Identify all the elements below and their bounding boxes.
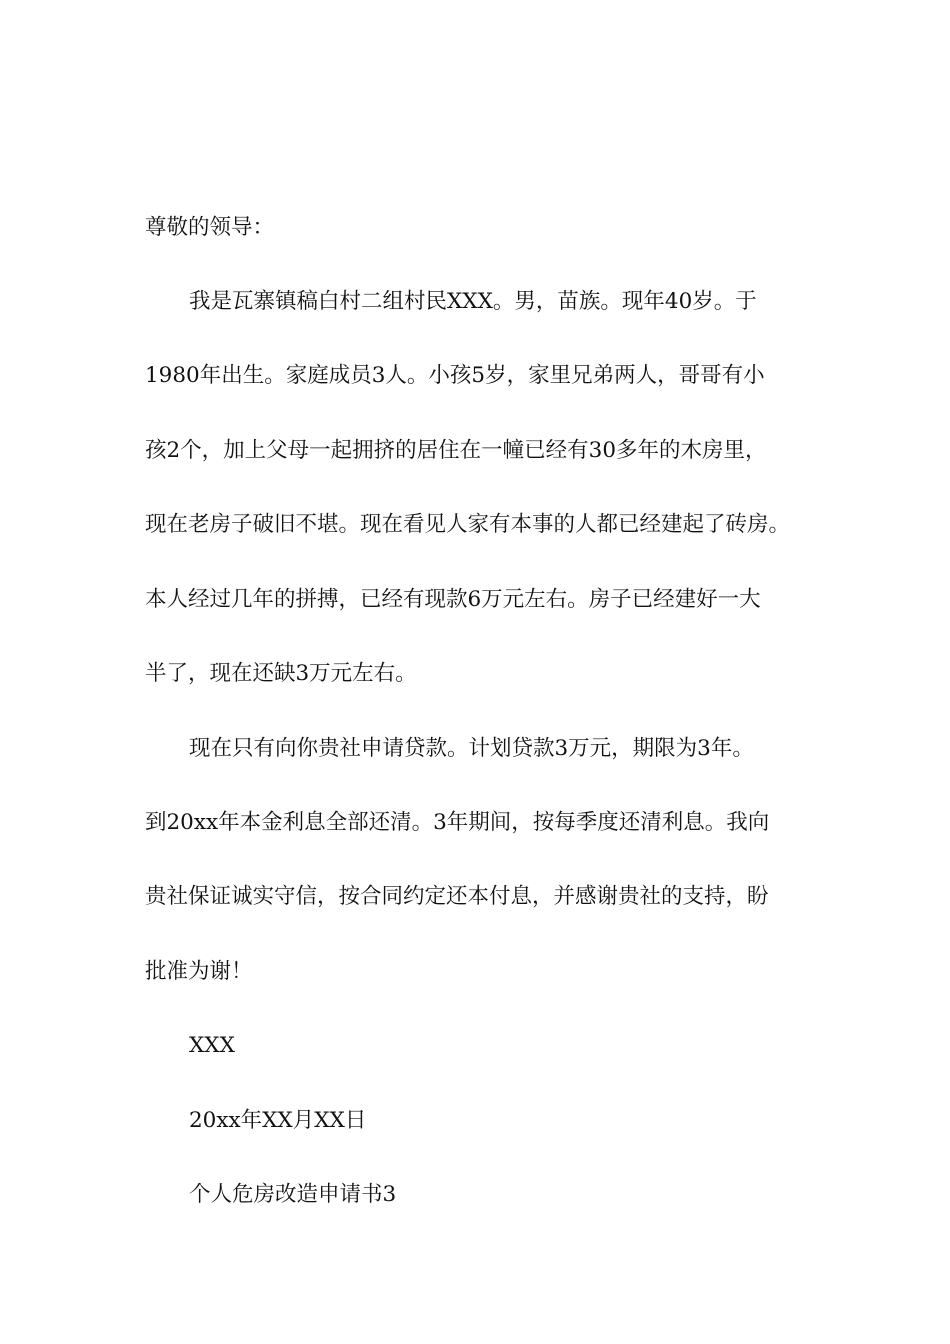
- body-line: 我是瓦寨镇稿白村二组村民XXX。男，苗族。现年40岁。于: [189, 289, 757, 314]
- body-line: 孩2个，加上父母一起拥挤的居住在一幢已经有30多年的木房里，: [145, 438, 767, 463]
- salutation: 尊敬的领导：: [145, 215, 275, 240]
- next-document-title: 个人危房改造申请书3: [189, 1182, 397, 1207]
- body-line: 到20xx年本金利息全部还清。3年期间，按每季度还清利息。我向: [145, 810, 770, 835]
- body-line: 贵社保证诚实守信，按合同约定还本付息，并感谢贵社的支持，盼: [145, 884, 769, 909]
- body-line: 批准为谢！: [145, 959, 253, 984]
- body-line: 现在只有向你贵社申请贷款。计划贷款3万元，期限为3年。: [189, 736, 754, 761]
- date: 20xx年XX月XX日: [189, 1108, 367, 1133]
- signature: XXX: [189, 1033, 235, 1058]
- body-line: 半了，现在还缺3万元左右。: [145, 661, 417, 686]
- body-line: 现在老房子破旧不堪。现在看见人家有本事的人都已经建起了砖房。: [145, 512, 791, 537]
- body-line: 1980年出生。家庭成员3人。小孩5岁，家里兄弟两人，哥哥有小: [145, 363, 765, 388]
- body-line: 本人经过几年的拼搏，已经有现款6万元左右。房子已经建好一大: [145, 587, 761, 612]
